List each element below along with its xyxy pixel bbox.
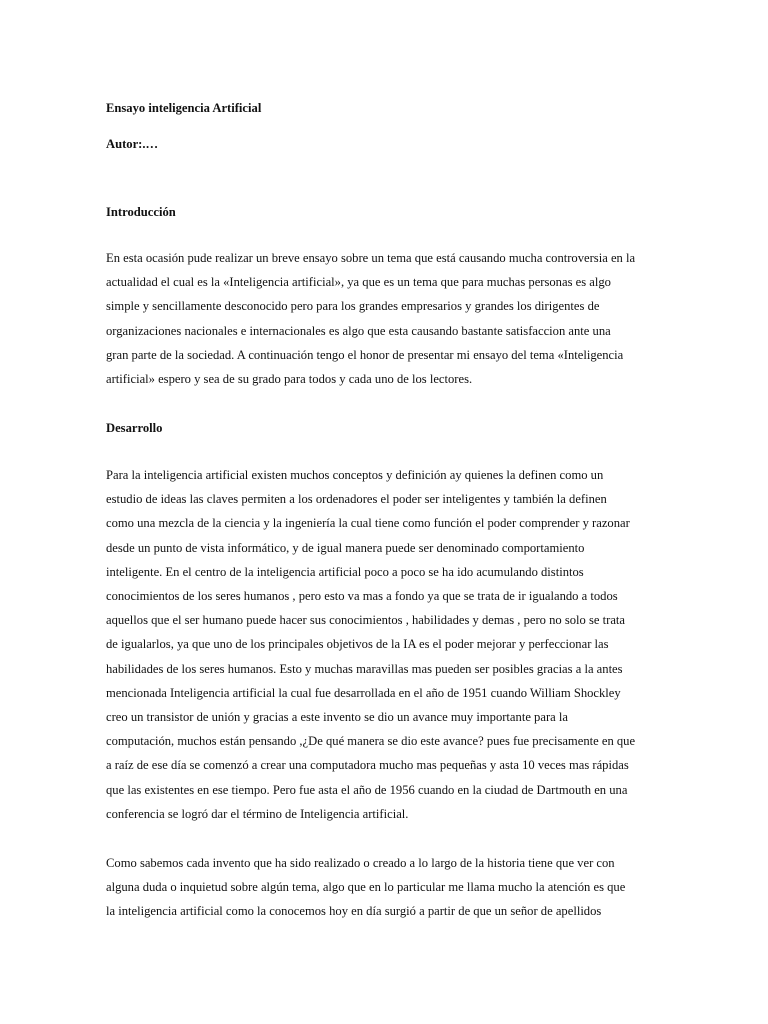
paragraph-line: la inteligencia artificial como la conocemos hoy en día surgió a partir de que un señor de apellidos (106, 904, 602, 919)
paragraph-line: estudio de ideas las claves permiten a los ordenadores el poder ser inteligentes y también la definen (106, 492, 607, 507)
paragraph-line: En esta ocasión pude realizar un breve ensayo sobre un tema que está causando mucha controversia en la (106, 251, 636, 265)
document-author: Autor:.… (106, 137, 159, 151)
paragraph-line: artificial» espero y sea de su grado para todos y cada uno de los lectores. (106, 372, 473, 387)
paragraph-line: simple y sencillamente desconocido pero para los grandes empresarios y grandes los dirigentes de (106, 299, 600, 314)
paragraph-line: conocimientos de los seres humanos , pero esto va mas a fondo ya que se trata de ir igualando a todos (106, 589, 618, 604)
paragraph-line: que las existentes en ese tiempo. Pero fue asta el año de 1956 cuando en la ciudad de Dartmouth en una (106, 782, 628, 797)
paragraph-line: como una mezcla de la ciencia y la ingeniería la cual tiene como función el poder comprender y razonar (106, 516, 630, 531)
paragraph-line: Para la inteligencia artificial existen muchos conceptos y definición ay quienes la definen como un (106, 468, 604, 482)
paragraph-line: inteligente. En el centro de la inteligencia artificial poco a poco se ha ido acumulando distintos (106, 564, 584, 579)
document-title: Ensayo inteligencia Artificial (106, 101, 262, 115)
paragraph-line: conferencia se logró dar el término de Inteligencia artificial. (106, 806, 409, 821)
paragraph-line: aquellos que el ser humano puede hacer sus conocimientos , habilidades y demas , pero no solo se trata (106, 613, 625, 628)
development-paragraph (106, 463, 662, 826)
paragraph-line: creo un transistor de unión y gracias a este invento se dio un avance muy importante para la (106, 710, 568, 725)
paragraph-line: mencionada Inteligencia artificial la cual fue desarrollada en el año de 1951 cuando William Shockley (106, 685, 621, 700)
section-heading-desarrollo: Desarrollo (106, 421, 163, 435)
paragraph-line: Como sabemos cada invento que ha sido realizado o creado a lo largo de la historia tiene que ver con (106, 856, 615, 870)
intro-paragraph (106, 246, 662, 391)
paragraph-line: organizaciones nacionales e internacionales es algo que esta causando bastante satisfaccion ante una (106, 323, 611, 338)
paragraph-line: desde un punto de vista informático, y de igual manera puede ser denominado comportamiento (106, 540, 585, 555)
paragraph-line: gran parte de la sociedad. A continuación tengo el honor de presentar mi ensayo del tema «Inteligencia (106, 347, 624, 362)
paragraph-line: a raíz de ese día se comenzó a crear una computadora mucho mas pequeñas y asta 10 veces mas rápidas (106, 758, 629, 773)
section-heading-introduccion: Introducción (106, 205, 176, 219)
paragraph-line: de igualarlos, ya que uno de los principales objetivos de la IA es el poder mejorar y perfeccionar las (106, 637, 609, 652)
third-paragraph (106, 851, 662, 924)
paragraph-line: alguna duda o inquietud sobre algún tema, algo que en lo particular me llama mucho la atención es que (106, 880, 626, 895)
paragraph-line: actualidad el cual es la «Inteligencia artificial», ya que es un tema que para muchas personas es algo (106, 275, 611, 290)
paragraph-line: habilidades de los seres humanos. Esto y muchas maravillas mas pueden ser posibles gracias a la antes (106, 661, 623, 676)
paragraph-line: computación, muchos están pensando ,¿De qué manera se dio este avance? pues fue precisamente en que (106, 734, 636, 749)
